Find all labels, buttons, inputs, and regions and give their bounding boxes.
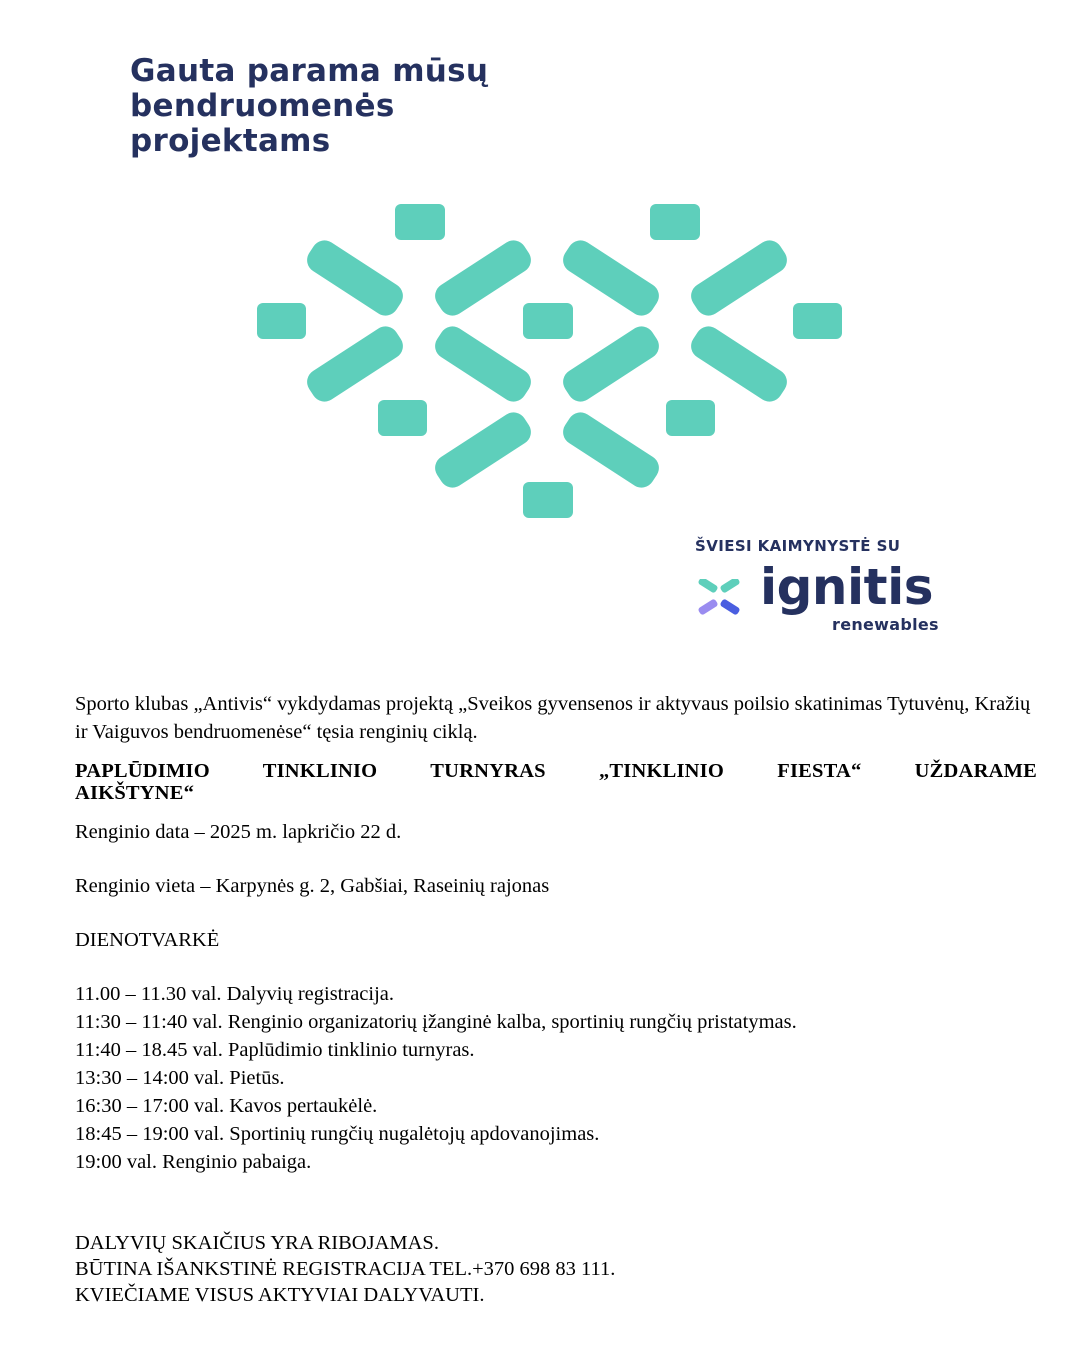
agenda-heading: DIENOTVARKĖ bbox=[75, 929, 220, 951]
announcement-body bbox=[75, 690, 1037, 1308]
intro-paragraph: Sporto klubas „Antivis“ vykdydamas projektą „Sveikos gyvensenos ir aktyvaus poilsio skatinimas Tytuvėnų, Kražių ir Vaiguvos bendruomenėse“ tęsia renginių ciklą. bbox=[75, 693, 1031, 743]
headline bbox=[130, 54, 650, 159]
agenda-list bbox=[75, 980, 1037, 1176]
pattern-bar bbox=[430, 407, 536, 492]
event-title-continued: AIKŠTYNE“ bbox=[75, 782, 195, 804]
pattern-square bbox=[395, 204, 445, 240]
brand-subtitle: renewables bbox=[832, 615, 939, 634]
headline-line: projektams bbox=[130, 123, 331, 159]
closing-notes bbox=[75, 1230, 1037, 1308]
pattern-bar bbox=[558, 235, 664, 320]
ignitis-x-mark-icon bbox=[694, 579, 744, 615]
agenda-item: 16:30 – 17:00 val. Kavos pertaukėlė. bbox=[75, 1095, 378, 1117]
pattern-bar bbox=[558, 321, 664, 406]
pattern-bar bbox=[430, 235, 536, 320]
ignitis-logo bbox=[692, 558, 982, 637]
pattern-bar bbox=[430, 321, 536, 406]
agenda-item: 11:40 – 18.45 val. Paplūdimio tinklinio turnyras. bbox=[75, 1039, 475, 1061]
agenda-item: 13:30 – 14:00 val. Pietūs. bbox=[75, 1067, 285, 1089]
brand-slogan: ŠVIESI KAIMYNYSTĖ SU bbox=[695, 537, 901, 555]
agenda-item: 18:45 – 19:00 val. Sportinių rungčių nugalėtojų apdovanojimas. bbox=[75, 1123, 600, 1145]
pattern-square bbox=[378, 400, 427, 436]
closing-line: KVIEČIAME VISUS AKTYVIAI DALYVAUTI. bbox=[75, 1284, 485, 1306]
pattern-square bbox=[666, 400, 715, 436]
pattern-bar bbox=[302, 321, 408, 406]
pattern-square bbox=[523, 482, 573, 518]
pattern-square bbox=[523, 303, 573, 339]
event-title: PAPLŪDIMIO TINKLINIO TURNYRAS „TINKLINIO FIESTA“ UŽDARAME bbox=[75, 760, 1037, 782]
pattern-bar bbox=[686, 235, 792, 320]
headline-line: Gauta parama mūsų bbox=[130, 53, 489, 89]
event-venue: Renginio vieta – Karpynės g. 2, Gabšiai, Raseinių rajonas bbox=[75, 875, 550, 897]
pattern-bar bbox=[686, 321, 792, 406]
agenda-item: 19:00 val. Renginio pabaiga. bbox=[75, 1151, 312, 1173]
closing-line: DALYVIŲ SKAIČIUS YRA RIBOJAMAS. bbox=[75, 1232, 439, 1254]
community-pattern-graphic bbox=[250, 196, 850, 526]
agenda-item: 11.00 – 11.30 val. Dalyvių registracija. bbox=[75, 983, 395, 1005]
pattern-bar bbox=[558, 407, 664, 492]
brand-name: ignitis bbox=[760, 558, 933, 616]
closing-line: BŪTINA IŠANKSTINĖ REGISTRACIJA TEL.+370 698 83 111. bbox=[75, 1258, 616, 1280]
event-date: Renginio data – 2025 m. lapkričio 22 d. bbox=[75, 821, 402, 843]
pattern-square bbox=[793, 303, 842, 339]
headline-line: bendruomenės bbox=[130, 88, 395, 124]
pattern-square bbox=[650, 204, 700, 240]
pattern-square bbox=[257, 303, 306, 339]
pattern-bar bbox=[302, 235, 408, 320]
agenda-item: 11:30 – 11:40 val. Renginio organizatorių įžanginė kalba, sportinių rungčių pristatymas. bbox=[75, 1011, 797, 1033]
